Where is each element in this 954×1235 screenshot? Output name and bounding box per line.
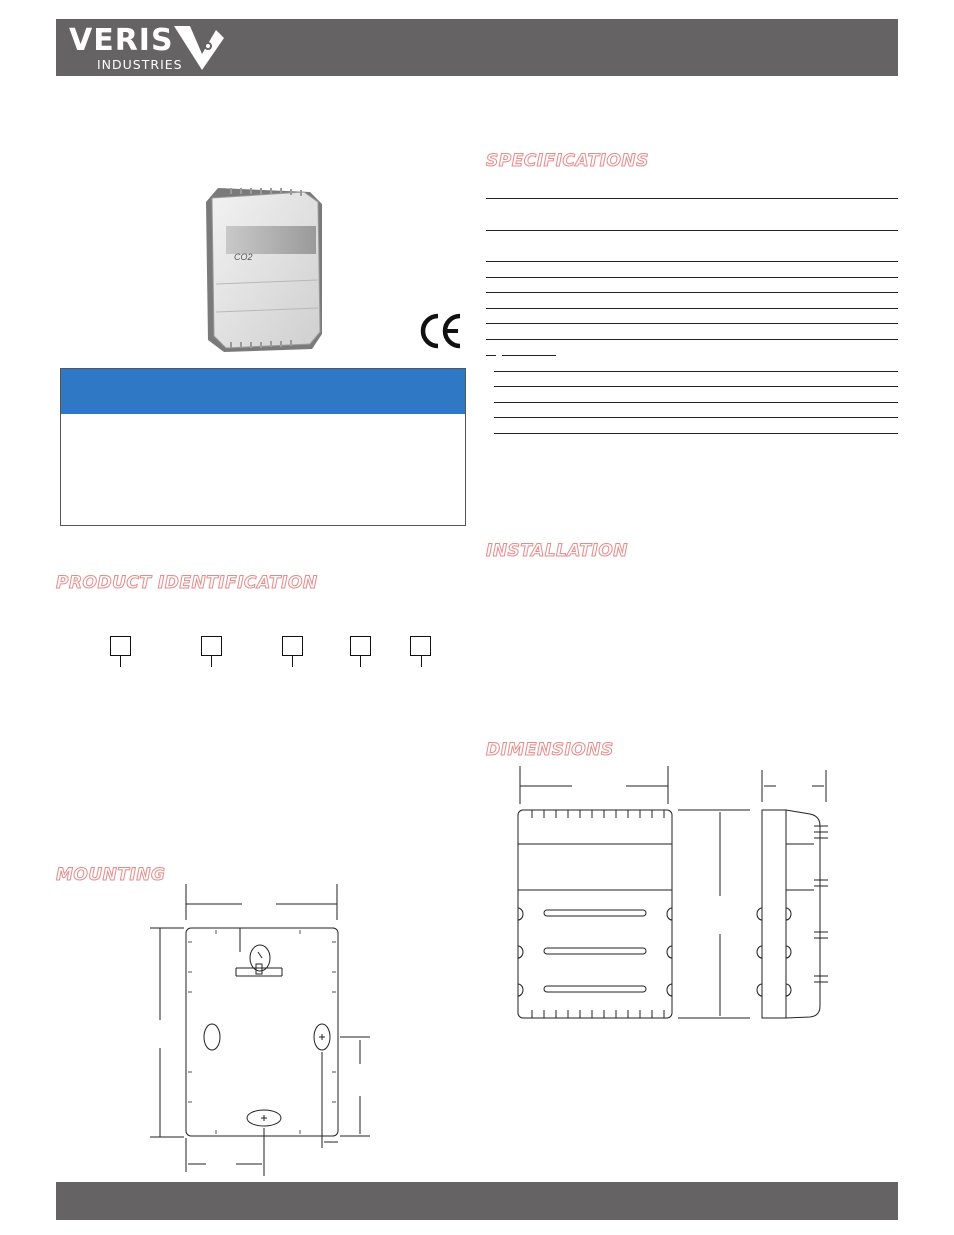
footer-bar xyxy=(56,1182,898,1220)
ce-mark-icon xyxy=(418,312,464,350)
specifications-table xyxy=(486,198,898,438)
co2-sensor-device-image xyxy=(200,184,326,354)
model-code-box xyxy=(201,636,222,656)
header-bar xyxy=(56,19,898,76)
product-label: CO2 xyxy=(234,252,253,262)
mounting-title: MOUNTING xyxy=(56,865,166,885)
mounting-drawing xyxy=(140,880,380,1180)
summary-box-header xyxy=(61,369,465,414)
model-code-box xyxy=(110,636,131,656)
brand-subtitle: INDUSTRIES xyxy=(97,57,183,72)
veris-v-logo-icon xyxy=(172,24,228,72)
summary-box xyxy=(60,368,466,526)
dimensions-drawing xyxy=(510,762,840,1024)
brand-wordmark: VERIS xyxy=(69,23,174,58)
dimensions-title: DIMENSIONS xyxy=(486,740,614,760)
model-code-box xyxy=(410,636,431,656)
model-code-box xyxy=(350,636,371,656)
specifications-title: SPECIFICATIONS xyxy=(486,151,649,171)
product-identification-title: PRODUCT IDENTIFICATION xyxy=(56,573,318,593)
installation-title: INSTALLATION xyxy=(486,541,629,561)
model-code-box xyxy=(282,636,303,656)
